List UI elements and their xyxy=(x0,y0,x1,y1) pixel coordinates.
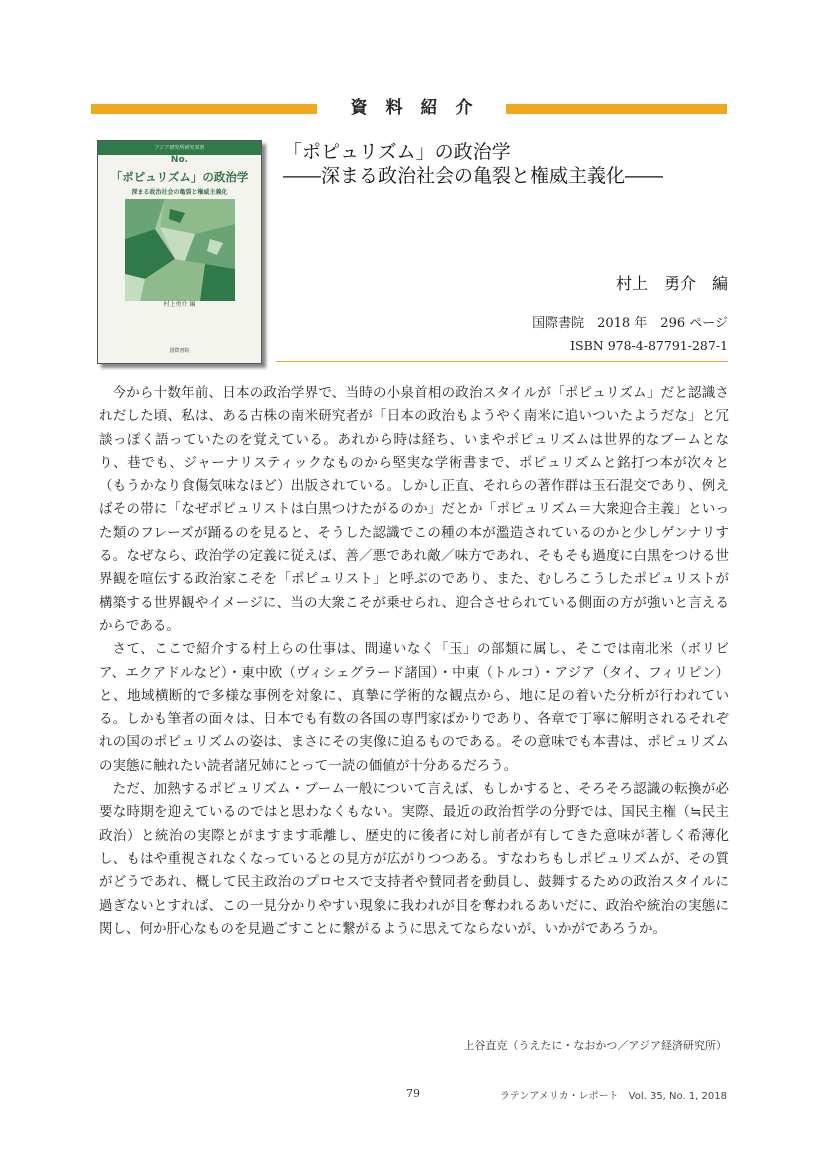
header-bar-right xyxy=(506,104,727,114)
cover-artwork xyxy=(125,199,235,301)
header-bar-left xyxy=(91,104,317,114)
book-editor: 村上 勇介 編 xyxy=(615,274,728,293)
paragraph: ただ、加熱するポピュリズム・ブーム一般について言えば、もしかすると、そろそろ認識の転換が必要な時期を迎えているのではと思わなくもない。実際、最近の政治哲学の分野では、国民主権（≒民主政治）と統治の実際とがますます乖離し、歴史的に後者に対し前者が有してきた意味が著しく希薄化し、もはや重視されなくなっているとの見方が広がりつつある。すなわちもしポピュリズムが、その質がどうであれ、概して民主政治のプロセスで支持者や賛同者を動員し、鼓舞するための政治スタイルに過ぎないとすれば、この一見分かりやすい現象に我われが目を奪われるあいだに、政治や統治の実態に関し、何か肝心なものを見過ごすことに繋がるように思えてならないが、いかがであろうか。 xyxy=(99,781,729,937)
reviewer-credit: 上谷直克（うえたに・なおかつ／アジア経済研究所） xyxy=(463,1039,727,1052)
cover-publisher: 国際書院 xyxy=(169,348,190,354)
page-number: 79 xyxy=(406,1087,420,1100)
section-header-label: 資料紹介 xyxy=(350,98,491,118)
section-header xyxy=(91,95,727,121)
isbn: ISBN 978-4-87791-287-1 xyxy=(570,338,728,353)
journal-citation: ラテンアメリカ・レポート Vol. 35, No. 1, 2018 xyxy=(499,1091,727,1102)
book-cover xyxy=(97,140,262,364)
cover-number: No. xyxy=(170,155,189,165)
paragraph: さて、ここで紹介する村上らの仕事は、間違いなく「玉」の部類に属し、そこでは南北米（ボリビア、エクアドルなど）・東中欧（ヴィシェグラード諸国）・中東（トルコ）・アジア（タイ、フィリピン）と、地域横断的で多様な事例を対象に、真摯に学術的な観点から、地に足の着いた分析が行われている。しかも筆者の面々は、日本でも有数の各国の専門家ばかりであり、各章で丁寧に解明されるそれぞれの国のポピュリズムの姿は、まさにその実像に迫るものである。その意味でも本書は、ポピュリズムの実態に触れたい読者諸兄姉にとって一読の価値が十分あるだろう。 xyxy=(99,641,729,774)
cover-title: 「ポピュリズム」の政治学 xyxy=(110,170,249,184)
cover-editor: 村上勇介 編 xyxy=(163,301,196,308)
paragraph: 今から十数年前、日本の政治学界で、当時の小泉首相の政治スタイルが「ポピュリズム」だと認識されだした頃、私は、ある古株の南米研究者が「日本の政治もようやく南米に追いついたようだな」と冗談っぽく語っていたのを覚えている。あれから時は経ち、いまやポピュリズムは世界的なブームとなり、巷でも、ジャーナリスティックなものから堅実な学術書まで、ポピュリズムと銘打つ本が次々と（もうかなり食傷気味なほど）出版されている。しかし正直、それらの著作群は玉石混交であり、例えばその帯に「なぜポピュリストは白黒つけたがるのか」だとか「ポピュリズム＝大衆迎合主義」といった類のフレーズが踊るのを見ると、そうした認識でこの種の本が濫造されているのかと少しゲンナリする。なぜなら、政治学の定義に従えば、善／悪であれ敵／味方であれ、そもそも過度に白黒をつける世界観を喧伝する政治家こそを「ポピュリスト」と呼ぶのであり、また、むしろこうしたポピュリストが構築する世界観やイメージに、当の大衆こそが乗せられ、迎合させられている側面の方が強いと言えるからである。 xyxy=(99,385,729,634)
book-title: 「ポピュリズム」の政治学 xyxy=(283,141,511,163)
cover-series: アジア研究所研究双書 xyxy=(154,145,205,151)
review-body xyxy=(99,382,729,941)
cover-subtitle: 深まる政治社会の亀裂と権威主義化 xyxy=(131,189,228,196)
book-subtitle: ――深まる政治社会の亀裂と権威主義化―― xyxy=(283,165,664,187)
title-divider xyxy=(276,361,728,362)
publisher-info: 国際書院 2018 年 296 ページ xyxy=(532,316,728,331)
